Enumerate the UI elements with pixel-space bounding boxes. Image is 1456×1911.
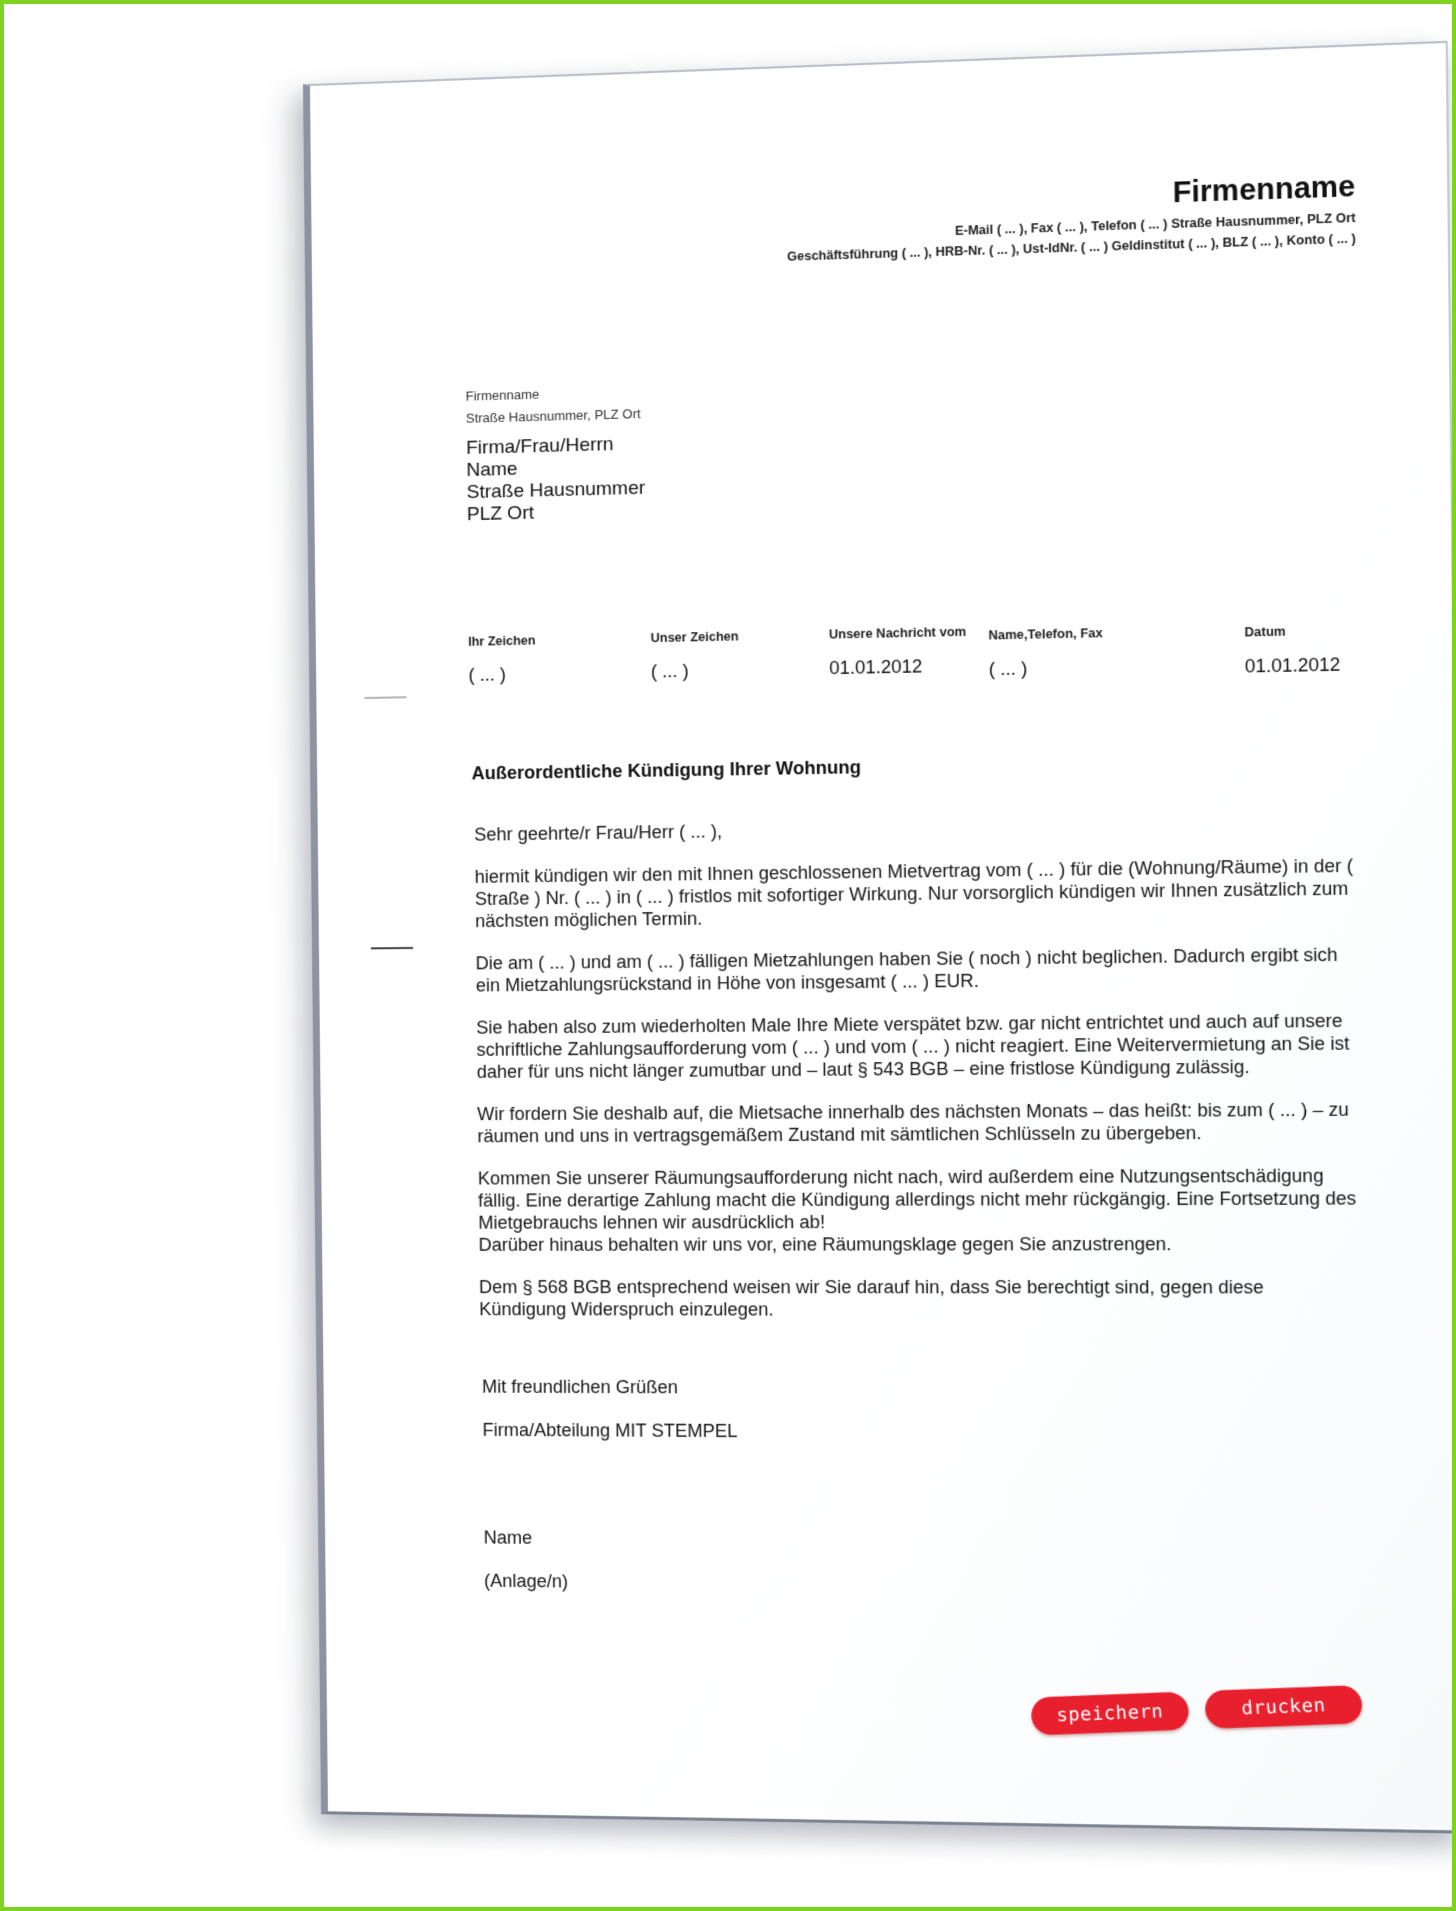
- print-button[interactable]: drucken: [1204, 1685, 1363, 1729]
- reference-contact: [988, 626, 1103, 680]
- reference-our-sign: [651, 629, 740, 682]
- reference-label: Datum: [1244, 624, 1286, 640]
- letter-subject: Außerordentliche Kündigung Ihrer Wohnung: [471, 757, 862, 784]
- reference-label: Name,Telefon, Fax: [988, 625, 1103, 643]
- reference-value: ( ... ): [988, 658, 1028, 680]
- recipient-city: PLZ Ort: [466, 502, 535, 526]
- reference-label: Ihr Zeichen: [468, 633, 536, 649]
- document-actions: [1030, 1685, 1363, 1736]
- reference-value: ( ... ): [650, 660, 689, 682]
- recipient-address: [466, 433, 646, 526]
- reference-label: Unsere Nachricht vom: [828, 624, 967, 642]
- fold-mark: [364, 696, 406, 699]
- recipient-salutation: Firma/Frau/Herrn: [466, 433, 614, 459]
- reference-our-message: [829, 625, 967, 680]
- letter-body: [474, 811, 1360, 1342]
- body-paragraph: hiermit kündigen wir den mit Ihnen geschlossenen Mietvertrag vom ( ... ) für die (Wohnung/Räume) in der ( Straße ) Nr. ( ... ) in ( ... ) fristlos mit sofortiger Wirkung. Nur vorsorglich kündigen wir Ihnen zusätzlich zum nächsten möglichen Termin.: [474, 855, 1354, 932]
- letter-page: [303, 41, 1456, 1834]
- signature-name: Name: [483, 1527, 533, 1548]
- signature-block: [484, 1527, 569, 1614]
- recipient-street: Straße Hausnummer: [466, 477, 646, 504]
- reference-value: 01.01.2012: [1244, 654, 1341, 677]
- attachments-note: (Anlage/n): [484, 1570, 569, 1592]
- reference-date: [1244, 623, 1340, 677]
- body-paragraph: Wir fordern Sie deshalb auf, die Mietsache innerhalb des nächsten Monats – das heißt: bis zum ( ... ) – zu räumen und uns in vertragsgemäßem Zustand mit sämtlichen Schlüsseln zu übergeben.: [477, 1099, 1349, 1147]
- return-address-company: Firmenname: [465, 386, 540, 404]
- reference-value: ( ... ): [468, 664, 506, 686]
- body-paragraph: Dem § 568 BGB entsprechend weisen wir Sie darauf hin, dass Sie berechtigt sind, gegen diese Kündigung Widerspruch einzulegen.: [478, 1276, 1264, 1320]
- closing-department: Firma/Abteilung MIT STEMPEL: [482, 1419, 738, 1442]
- reference-label: Unser Zeichen: [650, 629, 739, 646]
- body-paragraph: Die am ( ... ) und am ( ... ) fälligen Mietzahlungen haben Sie ( noch ) nicht beglichen. Dadurch ergibt sich ein Mietzahlungsrückstand in Höhe von insgesamt ( ... ) EUR.: [475, 944, 1338, 996]
- reference-line: [468, 616, 1370, 715]
- reference-value: 01.01.2012: [829, 656, 923, 679]
- registry-line: Geschäftsführung ( ... ), HRB-Nr. ( ... ), Ust-IdNr. ( ... ) Geldinstitut ( ... ), BLZ ( ... ), Konto ( ... ): [786, 231, 1356, 264]
- company-name: Firmenname: [1172, 170, 1356, 210]
- reference-your-sign: [468, 633, 536, 686]
- save-button[interactable]: speichern: [1030, 1692, 1189, 1736]
- closing-greeting: Mit freundlichen Grüßen: [481, 1376, 679, 1398]
- body-paragraph: Sie haben also zum wiederholten Male Ihre Miete verspätet bzw. gar nicht entrichtet und auch auf unsere schriftliche Zahlungsaufforderung vom ( ... ) und vom ( ... ) nicht reagiert. Eine Weitervermietung an Sie ist daher für uns nicht länger zumutbar und – laut § 543 BGB – eine fristlose Kündigung zulässig.: [476, 1010, 1350, 1082]
- closing: [482, 1377, 738, 1465]
- salutation: Sehr geehrte/r Frau/Herr ( ... ),: [474, 821, 723, 845]
- contact-line: E-Mail ( ... ), Fax ( ... ), Telefon ( ... ) Straße Hausnummer, PLZ Ort: [954, 210, 1356, 239]
- letterhead: [786, 170, 1356, 263]
- return-address: [466, 381, 641, 430]
- body-paragraph: Darüber hinaus behalten wir uns vor, eine Räumungsklage gegen Sie anzustrengen.: [478, 1233, 1172, 1255]
- body-paragraph: Kommen Sie unserer Räumungsaufforderung nicht nach, wird außerdem eine Nutzungsentschädigung fällig. Eine derartige Zahlung macht die Kündigung allerdings nicht mehr rückgängig. Eine Fortsetzung des Mietgebrauchs lehnen wir ausdrücklich ab!: [477, 1165, 1357, 1233]
- punch-mark: [371, 947, 413, 949]
- recipient-name: Name: [466, 458, 518, 482]
- return-address-street: Straße Hausnummer, PLZ Ort: [465, 405, 641, 426]
